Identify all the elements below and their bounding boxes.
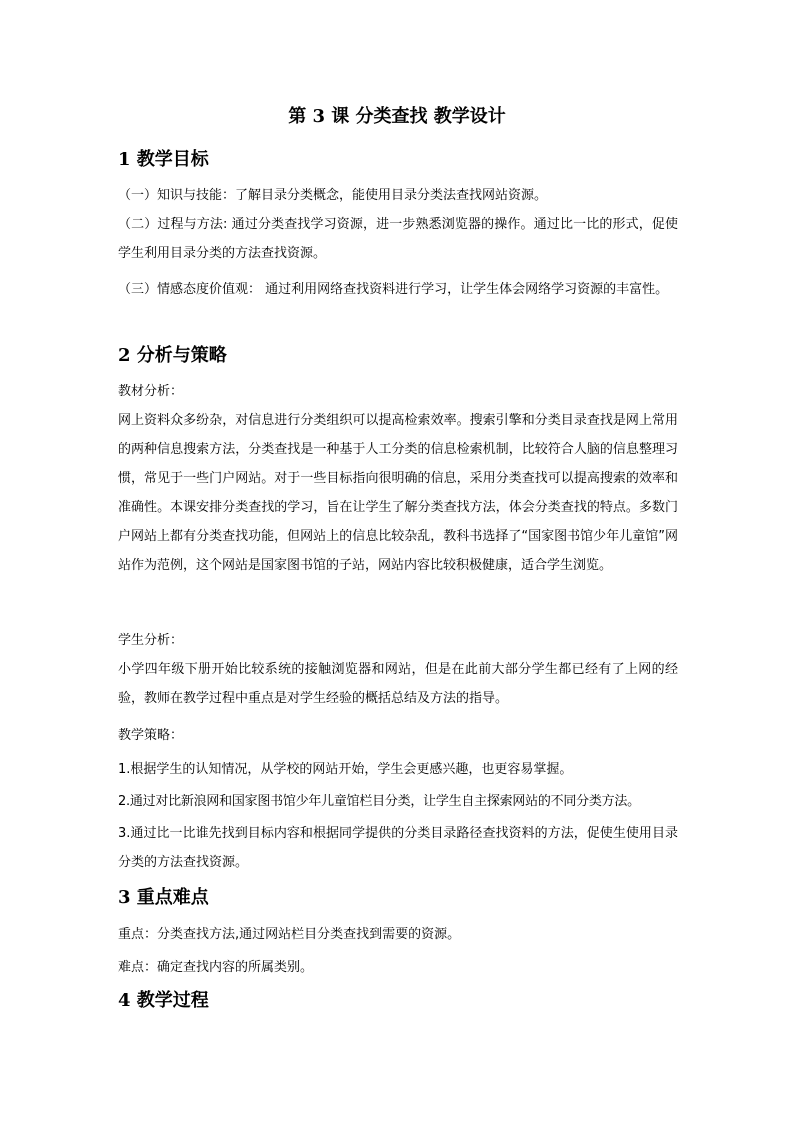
- strategy-item-1: 1.根据学生的认知情况，从学校的网站开始，学生会更感兴趣，也更容易掌握。: [118, 762, 573, 777]
- student-analysis-text: 小学四年级下册开始比较系统的接触浏览器和网站，但是在此前大部分学生都已经有了上网的经验，教师在教学过程中重点是对学生经验的概括总结及方法的指导。: [118, 662, 678, 706]
- strategy-item-3: 3.通过比一比谁先找到目标内容和根据同学提供的分类目录路径查找资料的方法，促使生使用目录分类的方法查找资源。: [118, 826, 678, 870]
- objective-process: （二）过程与方法: 通过分类查找学习资源，进一步熟悉浏览器的操作。通过比一比的形式，促使学生利用目录分类的方法查找资源。: [118, 217, 678, 261]
- objective-knowledge: （一）知识与技能：了解目录分类概念，能使用目录分类法查找网站资源。: [118, 188, 548, 203]
- section-heading-objectives: 1 教学目标: [118, 149, 209, 170]
- difficulty-text: 难点：确定查找内容的所属类别。: [118, 960, 314, 975]
- objective-attitude: （三）情感态度价值观： 通过利用网络查找资料进行学习，让学生体会网络学习资源的丰富性。: [118, 282, 669, 297]
- student-analysis-label: 学生分析：: [118, 633, 184, 648]
- material-analysis-text: 网上资料众多纷杂，对信息进行分类组织可以提高检索效率。搜索引擎和分类目录查找是网上常用的两种信息搜索方法，分类查找是一种基于人工分类的信息检索机制，比较符合人脑的信息整理习惯，常见于一些门户网站。对于一些目标指向很明确的信息，采用分类查找可以提高搜索的效率和准确性。本课安排分类查找的学习，旨在让学生了解分类查找方法，体会分类查找的特点。多数门户网站上都有分类查找功能，但网站上的信息比较杂乱，教科书选择了“国家图书馆少年儿童馆”网站作为范例，这个网站是国家图书馆的子站，网站内容比较积极健康，适合学生浏览。: [118, 413, 678, 573]
- document-title: 第 3 课 分类查找 教学设计: [288, 106, 506, 127]
- material-analysis-label: 教材分析：: [118, 384, 184, 399]
- strategy-label: 教学策略：: [118, 728, 184, 743]
- key-point-text: 重点：分类查找方法,通过网站栏目分类查找到需要的资源。: [118, 927, 461, 942]
- section-heading-key-points: 3 重点难点: [118, 887, 209, 908]
- section-heading-analysis: 2 分析与策略: [118, 345, 227, 366]
- strategy-item-2: 2.通过对比新浪网和国家图书馆少年儿童馆栏目分类，让学生自主探索网站的不同分类方法。: [118, 794, 640, 809]
- section-heading-process: 4 教学过程: [118, 990, 209, 1011]
